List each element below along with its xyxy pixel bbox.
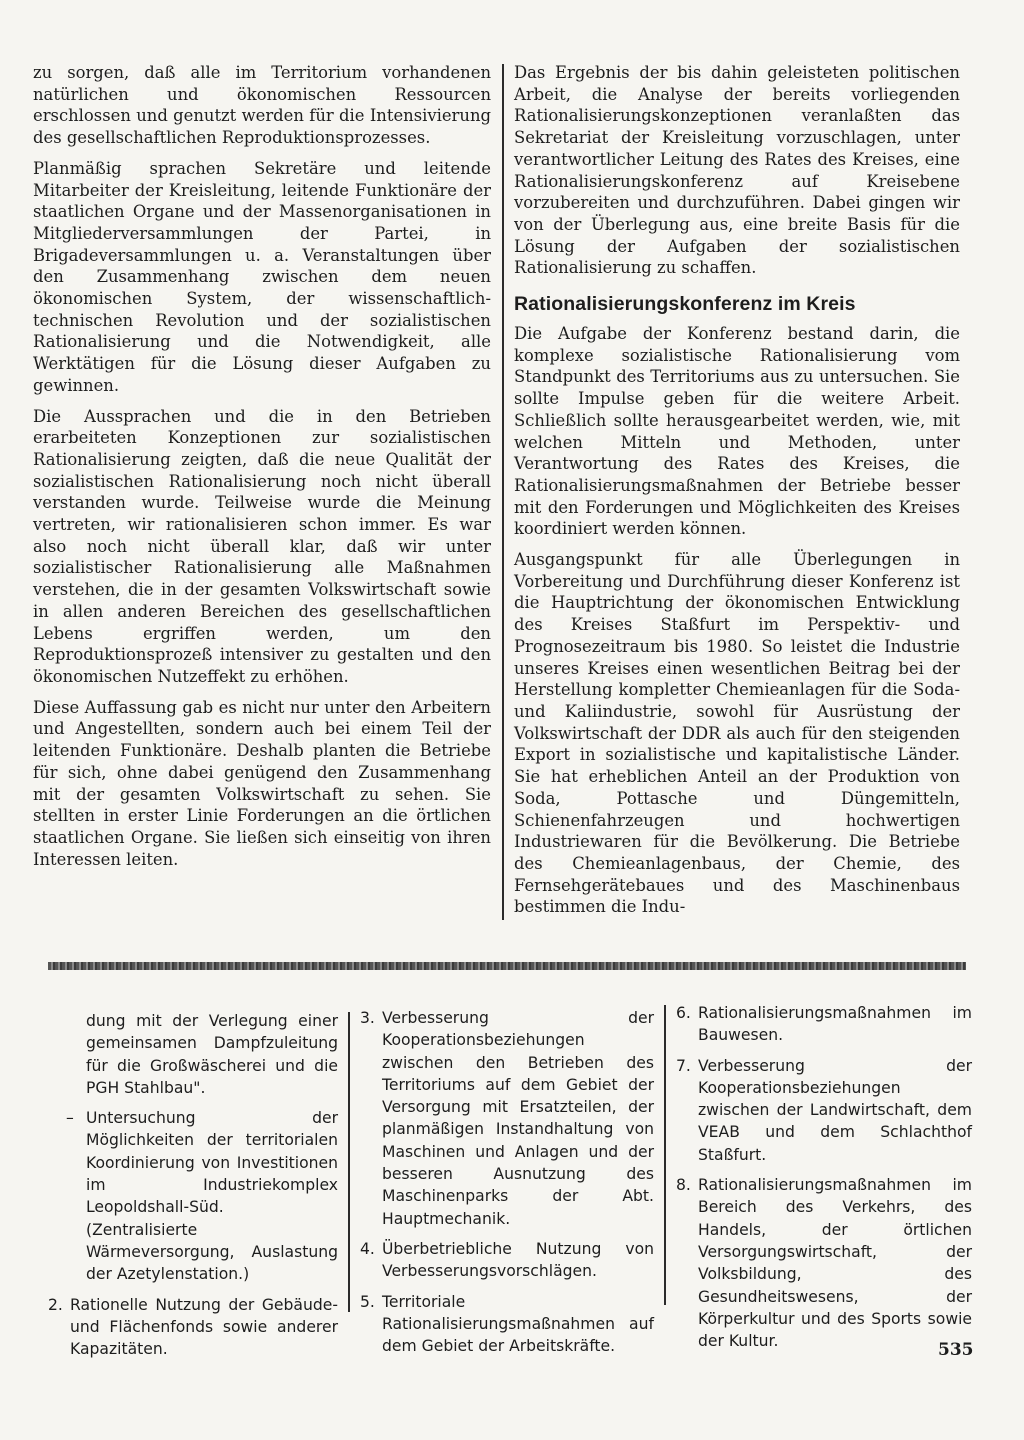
list-item [48, 1294, 338, 1361]
bottom-column-1 [48, 1010, 338, 1368]
list-continuation: dung mit der Verlegung einer gemeinsamen Dampfzuleitung für die Großwäscherei und die PGH Stahlbau". [86, 1012, 338, 1097]
list-number: 3. [360, 1009, 375, 1027]
list-item-text: Territoriale Rationalisierungsmaßnahmen auf dem Gebiet der Arbeitskräfte. [382, 1292, 654, 1356]
list-number: 5. [360, 1292, 375, 1311]
left-text-column [33, 62, 491, 879]
page-number: 535 [938, 1340, 974, 1360]
list-number: 6. [676, 1004, 691, 1022]
column-divider [664, 1005, 666, 1305]
list-item-text: Verbesserung der Kooperationsbeziehungen zwischen den Betrieben des Territoriums auf dem Gebiet der Versorgung mit Ersatzteilen, der planmäßigen Instandhaltung von Maschinen und Anlagen und der besseren Ausnutzung des Maschinenparks der Abt. Hauptmechanik. [382, 1009, 654, 1228]
list-number: 2. [48, 1295, 63, 1314]
column-divider [348, 1012, 350, 1312]
paragraph: Die Aufgabe der Konferenz bestand darin, die komplexe sozialistische Rationalisierung vom Standpunkt des Territoriums aus zu untersuchen. Sie sollte Impulse geben für die weitere Arbeit. Schließlich sollte herausgearbeitet werden, wie, mit welchen Mitteln und Methoden, unter Verantwortung des Rates des Kreises, die Rationalisierungsmaßnahmen der Betriebe besser mit den Forderungen und Möglichkeiten des Kreises koordiniert werden können. [514, 324, 960, 539]
list-item [360, 1007, 654, 1230]
paragraph: Das Ergebnis der bis dahin geleisteten politischen Arbeit, die Analyse der bereits vorliegenden Rationalisierungskonzeptionen veranlaßten das Sekretariat der Kreisleitung vorzuschlagen, unter verantwortlicher Leitung des Rates des Kreises, eine Rationalisierungskonferenz auf Kreisebene vorzubereiten und durchzuführen. Dabei gingen wir von der Überlegung aus, eine breite Basis für die Lösung der Aufgaben der sozialistischen Rationalisierung zu schaffen. [514, 63, 960, 278]
paragraph: Planmäßig sprachen Sekretäre und leitende Mitarbeiter der Kreisleitung, leitende Funktionäre der staatlichen Organe und der Massenorganisationen in Mitgliederversammlungen der Partei, in Brigadeversammlungen u. a. Veranstaltungen über den Zusammenhang zwischen dem neuen ökonomischen System, der wissenschaftlich-technischen Revolution und der sozialistischen Rationalisierung und die Notwendigkeit, alle Werktätigen für die Lösung dieser Aufgaben zu gewinnen. [33, 158, 491, 395]
list-number: 8. [676, 1176, 691, 1195]
column-divider [502, 64, 504, 920]
section-heading: Rationalisierungskonferenz im Kreis [514, 293, 856, 316]
list-item-text: Rationelle Nutzung der Gebäude- und Flächenfonds sowie anderer Kapazitäten. [70, 1295, 338, 1359]
list-item [676, 1055, 972, 1166]
dash-list-item [48, 1107, 338, 1285]
bottom-column-2 [360, 1007, 654, 1365]
paragraph: Ausgangspunkt für alle Überlegungen in Vorbereitung und Durchführung dieser Konferenz ist die Hauptrichtung der ökonomischen Entwicklung des Kreises Staßfurt im Perspektiv- und Prognosezeitraum bis 1980. So leistet die Industrie unseres Kreises einen wesentlichen Beitrag bei der Herstellung kompletter Chemieanlagen für die Soda- und Kaliindustrie, sowohl für Ausrüstung der Volkswirtschaft der DDR als auch für den steigenden Export in sozialistische und kapitalistische Länder. Sie hat erheblichen Anteil an der Produktion von Soda, Pottasche und Düngemitteln, Schienenfahrzeugen und hochwertigen Industriewaren für die Bevölkerung. Die Betriebe des Chemieanlagenbaus, der Chemie, des Fernsehgerätebaues und des Maschinenbaus bestimmen die Indu- [514, 550, 960, 917]
dash-marker: – [66, 1109, 74, 1128]
list-item-text: Rationalisierungsmaßnahmen im Bereich des Verkehrs, des Handels, der örtlichen Versorgungswirtschaft, der Volksbildung, des Gesundheitswesens, der Körperkultur und des Sports sowie der Kultur. [698, 1176, 972, 1351]
list-item [360, 1291, 654, 1358]
bottom-column-3 [676, 1002, 972, 1360]
list-item [676, 1174, 972, 1352]
paragraph: Die Aussprachen und die in den Betrieben erarbeiteten Konzeptionen zur sozialistischen Rationalisierung zeigten, daß die neue Qualität der sozialistischen Rationalisierung noch nicht überall verstanden wurde. Teilweise wurde die Meinung vertreten, wir rationalisieren schon immer. Es war also noch nicht überall klar, daß wir unter sozialistischer Rationalisierung alle Maßnahmen verstehen, die in der gesamten Volkswirtschaft sowie in allen anderen Bereichen des gesellschaftlichen Lebens ergriffen werden, um den Reproduktionsprozeß intensiver zu gestalten und den ökonomischen Nutzeffekt zu erhöhen. [33, 406, 491, 686]
list-item-text: Verbesserung der Kooperationsbeziehungen zwischen der Landwirtschaft, dem VEAB und dem Schlachthof Staßfurt. [698, 1056, 972, 1164]
right-text-column [514, 62, 960, 927]
horizontal-separator [48, 962, 966, 970]
list-item-text: Rationalisierungsmaßnahmen im Bauwesen. [698, 1004, 972, 1045]
paragraph: zu sorgen, daß alle im Territorium vorhandenen natürlichen und ökonomischen Ressourcen erschlossen und genutzt werden für die Intensivierung des gesellschaftlichen Reproduktionsprozesses. [33, 63, 491, 148]
list-item-text: Überbetriebliche Nutzung von Verbesserungsvorschlägen. [382, 1239, 654, 1281]
list-number: 4. [360, 1239, 375, 1258]
list-item-text: Untersuchung der Möglichkeiten der territorialen Koordinierung von Investitionen im Industriekomplex Leopoldshall-Süd. (Zentralisierte Wärmeversorgung, Auslastung der Azetylenstation.) [86, 1109, 338, 1284]
list-number: 7. [676, 1056, 691, 1075]
list-item [676, 1002, 972, 1047]
paragraph: Diese Auffassung gab es nicht nur unter den Arbeitern und Angestellten, sondern auch bei einem Teil der leitenden Funktionäre. Deshalb planten die Betriebe für sich, ohne dabei genügend den Zusammenhang mit der gesamten Volkswirtschaft zu sehen. Sie stellten in erster Linie Forderungen an die örtlichen staatlichen Organe. Sie ließen sich einseitig von ihren Interessen leiten. [33, 697, 491, 869]
list-item [360, 1238, 654, 1283]
